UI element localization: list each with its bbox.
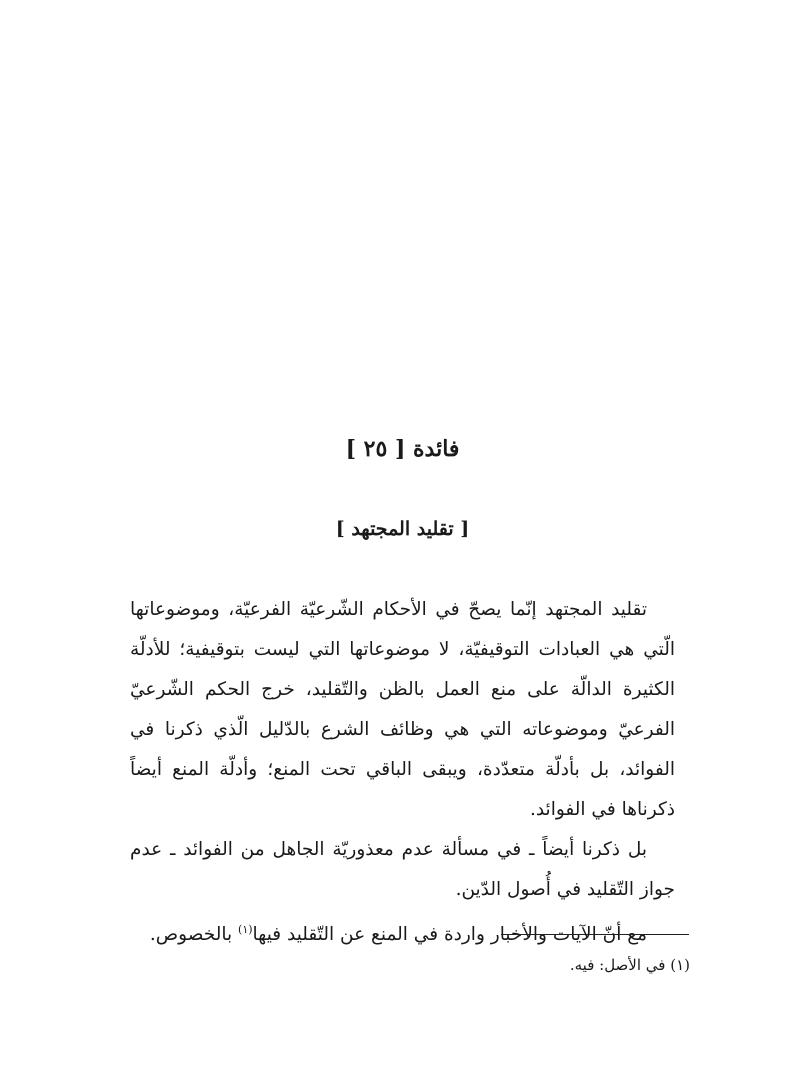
paragraph-3-text: مع أنّ الآيات والأخبار واردة في المنع عن التّقليد فيها [252, 924, 647, 946]
footnote-text: (١) في الأصل: فيه. [569, 956, 690, 974]
footnote-divider [501, 934, 689, 935]
paragraph-2: بل ذكرنا أيضاً ـ في مسألة عدم معذوريّة الجاهل من الفوائد ـ عدم جواز التّقليد في أُصول الدّين. [130, 839, 675, 900]
paragraph-3 [130, 910, 675, 955]
body-text [130, 590, 675, 955]
paragraph-3-tail: بالخصوص. [149, 924, 239, 946]
footnote-reference: (١) [238, 923, 253, 936]
paragraph-1: تقليد المجتهد إنّما يصحّ في الأحكام الشّرعيّة الفرعيّة، وموضوعاتها الّتي هي العبادات التوقيفيّة، لا موضوعاتها التي ليست بتوقيفية؛ للأدلّة الكثيرة الدالّة على منع العمل بالظن والتّقليد، خرج الحكم الشّرعيّ الفرعيّ وموضوعاته التي هي وظائف الشرع بالدّليل الّذي ذكرنا في الفوائد، بل بأدلّة متعدّدة، ويبقى الباقي تحت المنع؛ وأدلّة المنع أيضاً ذكرناها في الفوائد. [130, 599, 675, 820]
section-subheading: [ تقليد المجتهد ] [335, 518, 470, 540]
chapter-heading: فائدة [ ٢٥ ] [345, 436, 460, 462]
